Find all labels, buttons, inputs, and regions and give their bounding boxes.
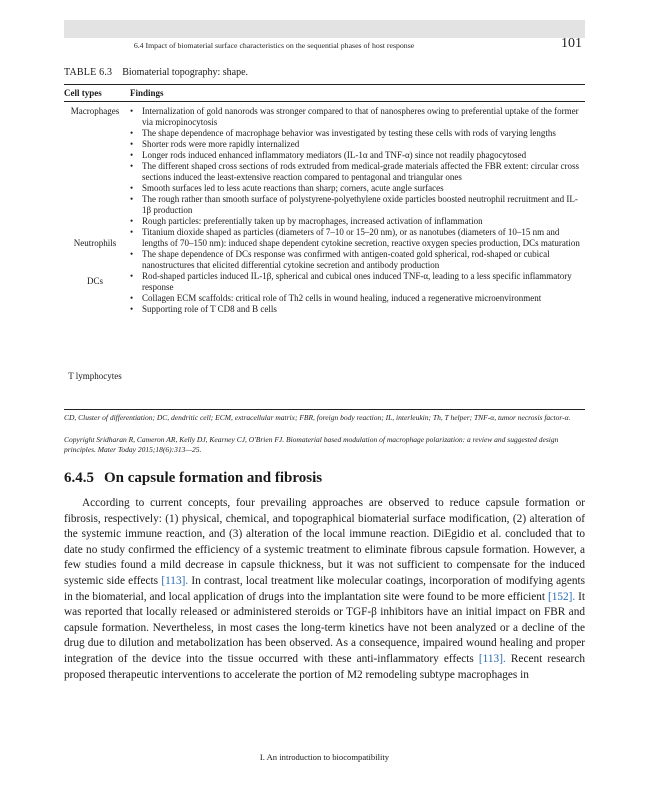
row-label-neutrophils: Neutrophils <box>73 238 117 248</box>
body-text-segment: In contrast, local treatment like molecular coatings, incorporation of modifying agents in the biomaterial, and local application of drugs into the implantation site were found to be more efficient <box>64 574 586 603</box>
finding-item: • Shorter rods were more rapidly internalized <box>130 139 584 150</box>
finding-item: • The different shaped cross sections of rods extruded from medical-grade materials affected the FBR extent: circular cross sections induced the least-extensive reaction compared to pentagonal and triangular ones <box>130 161 584 183</box>
citation-link[interactable]: [152]. <box>547 590 576 603</box>
section-heading <box>64 470 322 487</box>
column-header-findings: Findings <box>130 88 164 98</box>
table-bottom-rule <box>64 409 585 410</box>
row-label-macrophages: Macrophages <box>70 106 120 116</box>
finding-item: • Supporting role of T CD8 and B cells <box>130 304 584 315</box>
finding-item: • The rough rather than smooth surface of polystyrene-polyethylene oxide particles boosted neutrophil recruitment and IL-1β production <box>130 194 584 216</box>
finding-item: • Internalization of gold nanorods was stronger compared to that of nanospheres owing to preferential uptake of the former via micropinocytosis <box>130 106 584 128</box>
finding-item: • The shape dependence of macrophage behavior was investigated by testing these cells with rods of varying lengths <box>130 128 584 139</box>
finding-item: • Longer rods induced enhanced inflammatory mediators (IL-1α and TNF-α) since not readily phagocytosed <box>130 150 584 161</box>
finding-item: • Rough particles: preferentially taken up by macrophages, increased activation of inflammation <box>130 216 584 227</box>
table-copyright-footnote: Copyright Sridharan R, Cameron AR, Kelly DJ, Kearney CJ, O'Brien FJ. Biomaterial based modulation of macrophage polarization: a review and suggested design principles. Mater Today 2015;18(6):313—25. <box>64 435 559 454</box>
table-abbreviations-footnote: CD, Cluster of differentiation; DC, dendritic cell; ECM, extracellular matrix; FBR, foreign body reaction; IL, interleukin; Th, T helper; TNF-α, tumor necrosis factor-α. <box>64 413 571 422</box>
table-top-rule <box>64 84 585 85</box>
citation-link[interactable]: [113]. <box>161 574 189 587</box>
citation-link[interactable]: [113]. <box>478 652 506 665</box>
findings-list <box>130 106 584 315</box>
table-caption <box>64 67 248 78</box>
section-number: 6.4.5 <box>64 470 94 486</box>
finding-item: • Titanium dioxide shaped as particles (diameters of 7–10 or 15–20 nm), or as nanotubes (diameters of 10–15 nm and lengths of 70–150 nm): induced shape dependent cytokine secretion, reactive oxygen species production, DCs maturation <box>130 227 584 249</box>
running-head: 6.4 Impact of biomaterial surface characteristics on the sequential phases of host response <box>133 41 415 50</box>
body-text-segment: According to current concepts, four prevailing approaches are observed to reduce capsule formation or fibrosis, respectively: (1) physical, chemical, and topographical biomaterial surface modification, (2) alteration of the systemic immune reaction, and (3) alteration of the local immune reaction. DiEgidio et al. concluded that to date no study confirmed the efficiency of a systemic treatment to eliminate fibrous capsule formation. However, a few studies found a mild decrease in capsule thickness, but it was not sufficient to compensate for the induced systemic side effects <box>64 497 585 587</box>
table-title: Biomaterial topography: shape. <box>122 67 249 78</box>
row-label-dcs: DCs <box>86 276 103 286</box>
finding-item: • Rod-shaped particles induced IL-1β, spherical and cubical ones induced TNF-α, leading to a less specific inflammatory response <box>130 271 584 293</box>
table-header-rule <box>64 101 585 102</box>
running-header-bar <box>64 20 585 38</box>
finding-item: • Smooth surfaces led to less acute reactions than sharp; corners, acute angle surfaces <box>130 183 584 194</box>
body-paragraph <box>64 496 585 683</box>
body-text-segment: Recent research proposed therapeutic interventions to accelerate the portion of M2 remodeling subtype macrophages in <box>64 652 585 681</box>
table-label: TABLE 6.3 <box>64 67 113 78</box>
page-number: 101 <box>561 36 582 51</box>
finding-item: • Collagen ECM scaffolds: critical role of Th2 cells in wound healing, induced a regenerative microenvironment <box>130 293 584 304</box>
column-header-cell-types: Cell types <box>64 88 102 98</box>
body-text-segment: It was reported that locally released or administered steroids or TGF-β inhibitors have an initial impact on FBR and capsule formation. Nevertheless, in most cases the long-term kinetics have not been analyzed or a decline of the drug due to dilution and metabolization has been observed. As a consequence, impaired wound healing and proper integration of the device into the tissue occurred with these anti-inflammatory effects <box>64 590 586 665</box>
page-footer: I. An introduction to biocompatibility <box>259 752 390 762</box>
row-label-t-lymphocytes: T lymphocytes <box>68 371 122 381</box>
finding-item: • The shape dependence of DCs response was confirmed with antigen-coated gold spherical, rod-shaped or cubical nanostructures that elicited differential cytokine secretion and antibody production <box>130 249 584 271</box>
section-title: On capsule formation and fibrosis <box>104 470 323 486</box>
